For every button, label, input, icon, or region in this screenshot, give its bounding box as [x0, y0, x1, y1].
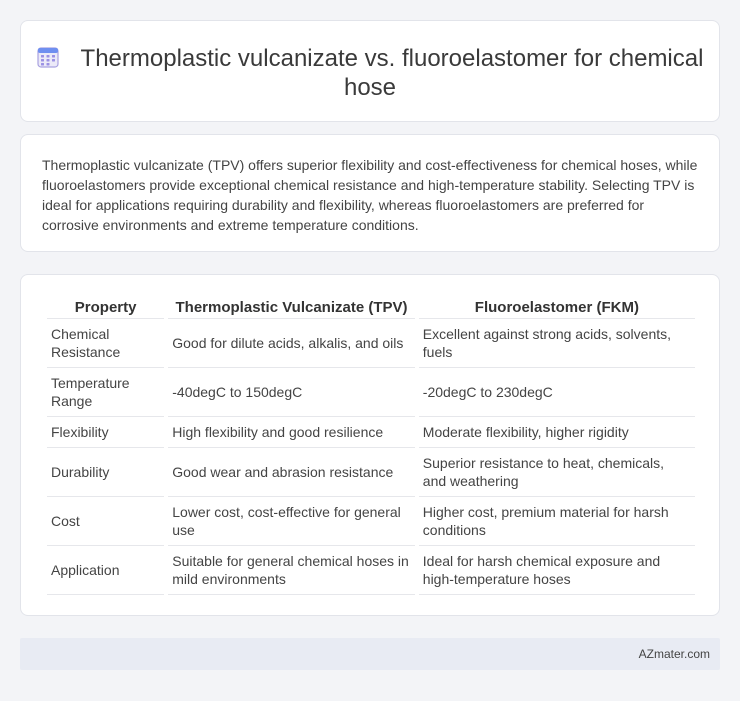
intro-paragraph: Thermoplastic vulcanizate (TPV) offers superior flexibility and cost-effectiveness for chemical hoses, while fluoroelastomers provide exceptional chemical resistance and high-temperature stability. Selecting TPV is ideal for applications requiring durability and flexibility, whereas fluoroelastomers are preferred for corrosive environments and extreme temperature conditions.: [42, 157, 698, 233]
header-fkm: Fluoroelastomer (FKM): [419, 291, 695, 319]
table-header-row: [47, 291, 695, 319]
tpv-cell: -40degC to 150degC: [168, 368, 415, 417]
footer-bar: [20, 638, 720, 670]
fkm-cell: Moderate flexibility, higher rigidity: [419, 417, 695, 448]
fkm-cell: Higher cost, premium material for harsh conditions: [419, 497, 695, 546]
fkm-cell: Excellent against strong acids, solvents, fuels: [419, 319, 695, 368]
table-row: [47, 448, 695, 497]
property-cell: Flexibility: [47, 417, 164, 448]
table-row: [47, 546, 695, 595]
table-row: [47, 319, 695, 368]
fkm-cell: Superior resistance to heat, chemicals, and weathering: [419, 448, 695, 497]
tpv-cell: Good wear and abrasion resistance: [168, 448, 415, 497]
comparison-card: [20, 274, 720, 616]
intro-card: [20, 134, 720, 252]
property-cell: Cost: [47, 497, 164, 546]
fkm-cell: -20degC to 230degC: [419, 368, 695, 417]
fkm-cell: Ideal for harsh chemical exposure and high-temperature hoses: [419, 546, 695, 595]
tpv-cell: Lower cost, cost-effective for general use: [168, 497, 415, 546]
title-card: [20, 20, 720, 122]
property-cell: Application: [47, 546, 164, 595]
page-title: [21, 44, 719, 102]
header-property: Property: [47, 291, 164, 319]
tpv-cell: Suitable for general chemical hoses in mild environments: [168, 546, 415, 595]
footer-brand[interactable]: AZmater.com: [638, 647, 710, 661]
property-cell: Chemical Resistance: [47, 319, 164, 368]
header-tpv: Thermoplastic Vulcanizate (TPV): [168, 291, 415, 319]
property-cell: Temperature Range: [47, 368, 164, 417]
table-row: [47, 368, 695, 417]
calendar-icon: [37, 46, 59, 68]
tpv-cell: Good for dilute acids, alkalis, and oils: [168, 319, 415, 368]
property-cell: Durability: [47, 448, 164, 497]
comparison-table: [43, 291, 699, 595]
table-row: [47, 497, 695, 546]
page-title-text: Thermoplastic vulcanizate vs. fluoroelastomer for chemical hose: [80, 45, 704, 101]
tpv-cell: High flexibility and good resilience: [168, 417, 415, 448]
table-row: [47, 417, 695, 448]
